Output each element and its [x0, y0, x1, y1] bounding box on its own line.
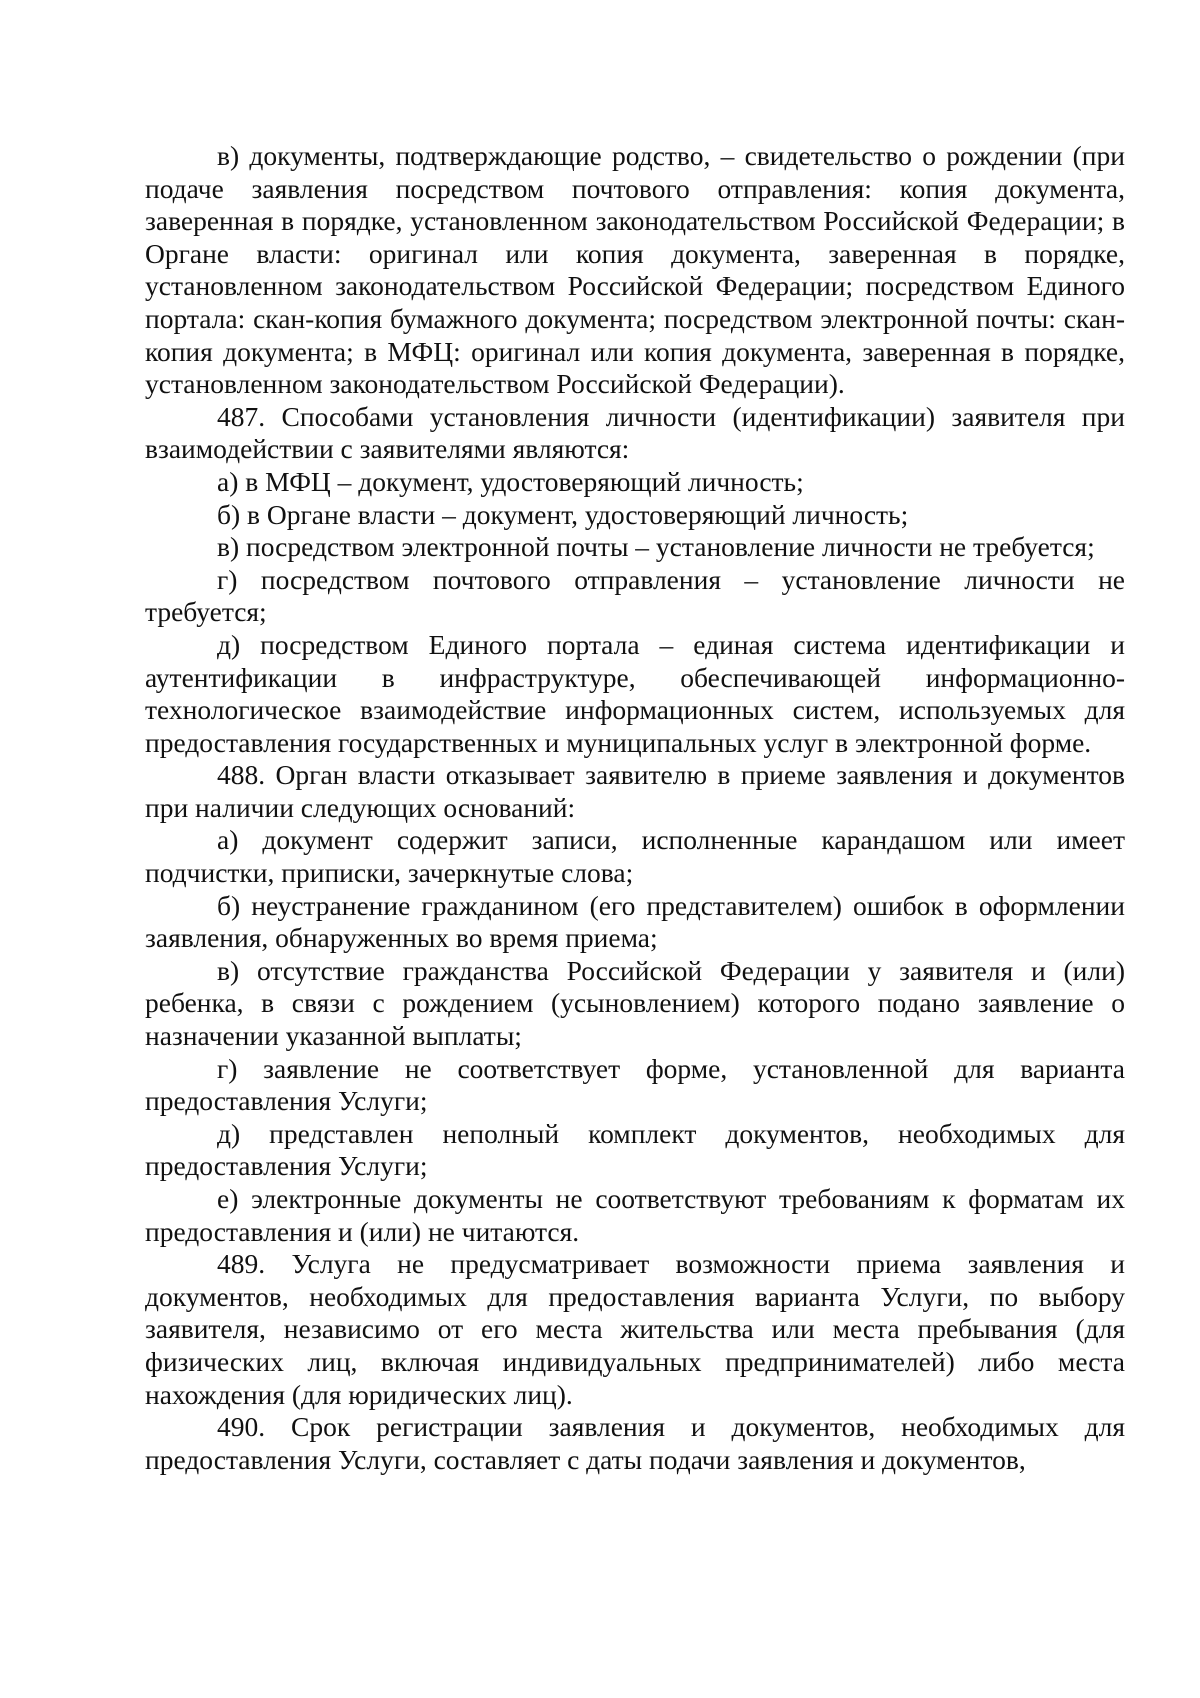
document-page: [145, 140, 1125, 1476]
paragraph-488-d-incomplete-set: д) представлен неполный комплект документов, необходимых для предоставления Услуги;: [145, 1117, 1125, 1182]
paragraph-487-g-postal: г) посредством почтового отправления – установление личности не требуется;: [145, 563, 1125, 628]
paragraph-488-a-pencil-records: а) документ содержит записи, исполненные карандашом или имеет подчистки, приписки, зачеркнутые слова;: [145, 824, 1125, 889]
paragraph-488-e-electronic-format: е) электронные документы не соответствуют требованиям к форматам их предоставления и (или) не читаются.: [145, 1183, 1125, 1247]
paragraph-487-identification-methods: 487. Способами установления личности (идентификации) заявителя при взаимодействии с заявителями являются:: [145, 400, 1125, 465]
paragraph-488-refusal-grounds: 488. Орган власти отказывает заявителю в приеме заявления и документов при наличии следующих оснований:: [145, 759, 1125, 823]
paragraph-488-b-uncorrected-errors: б) неустранение гражданином (его представителем) ошибок в оформлении заявления, обнаруженных во время приема;: [145, 889, 1125, 954]
paragraph-487-a-mfc: а) в МФЦ – документ, удостоверяющий личность;: [217, 465, 804, 497]
paragraph-490-registration-term: 490. Срок регистрации заявления и документов, необходимых для предоставления Услуги, составляет с даты подачи заявления и документов,: [145, 1411, 1125, 1475]
paragraph-487-d-portal: д) посредством Единого портала – единая система идентификации и аутентификации в инфраструктуре, обеспечивающей информационно-технологическое взаимодействие информационных систем, используемых для предоставления государственных и муниципальных услуг в электронной форме.: [145, 628, 1125, 758]
paragraph-subitem-v-kinship-documents: в) документы, подтверждающие родство, – свидетельство о рождении (при подаче заявления посредством почтового отправления: копия документа, заверенная в порядке, установленном законодательством Российской Федерации; в Органе власти: оригинал или копия документа, заверенная в порядке, установленном законодательством Российской Федерации; посредством Единого портала: скан-копия бумажного документа; посредством электронной почты: скан-копия документа; в МФЦ: оригинал или копия документа, заверенная в порядке, установленном законодательством Российской Федерации).: [145, 140, 1125, 400]
paragraph-487-v-email: в) посредством электронной почты – установление личности не требуется;: [217, 531, 1095, 563]
paragraph-489-extraterritorial: 489. Услуга не предусматривает возможности приема заявления и документов, необходимых для предоставления варианта Услуги, по выбору заявителя, независимо от его места жительства или места пребывания (для физических лиц, включая индивидуальных предпринимателей) либо места нахождения (для юридических лиц).: [145, 1248, 1125, 1410]
paragraph-488-g-form-mismatch: г) заявление не соответствует форме, установленной для варианта предоставления Услуги;: [145, 1052, 1125, 1117]
paragraph-488-v-no-citizenship: в) отсутствие гражданства Российской Федерации у заявителя и (или) ребенка, в связи с рождением (усыновлением) которого подано заявление о назначении указанной выплаты;: [145, 954, 1125, 1052]
paragraph-487-b-authority: б) в Органе власти – документ, удостоверяющий личность;: [217, 498, 909, 530]
